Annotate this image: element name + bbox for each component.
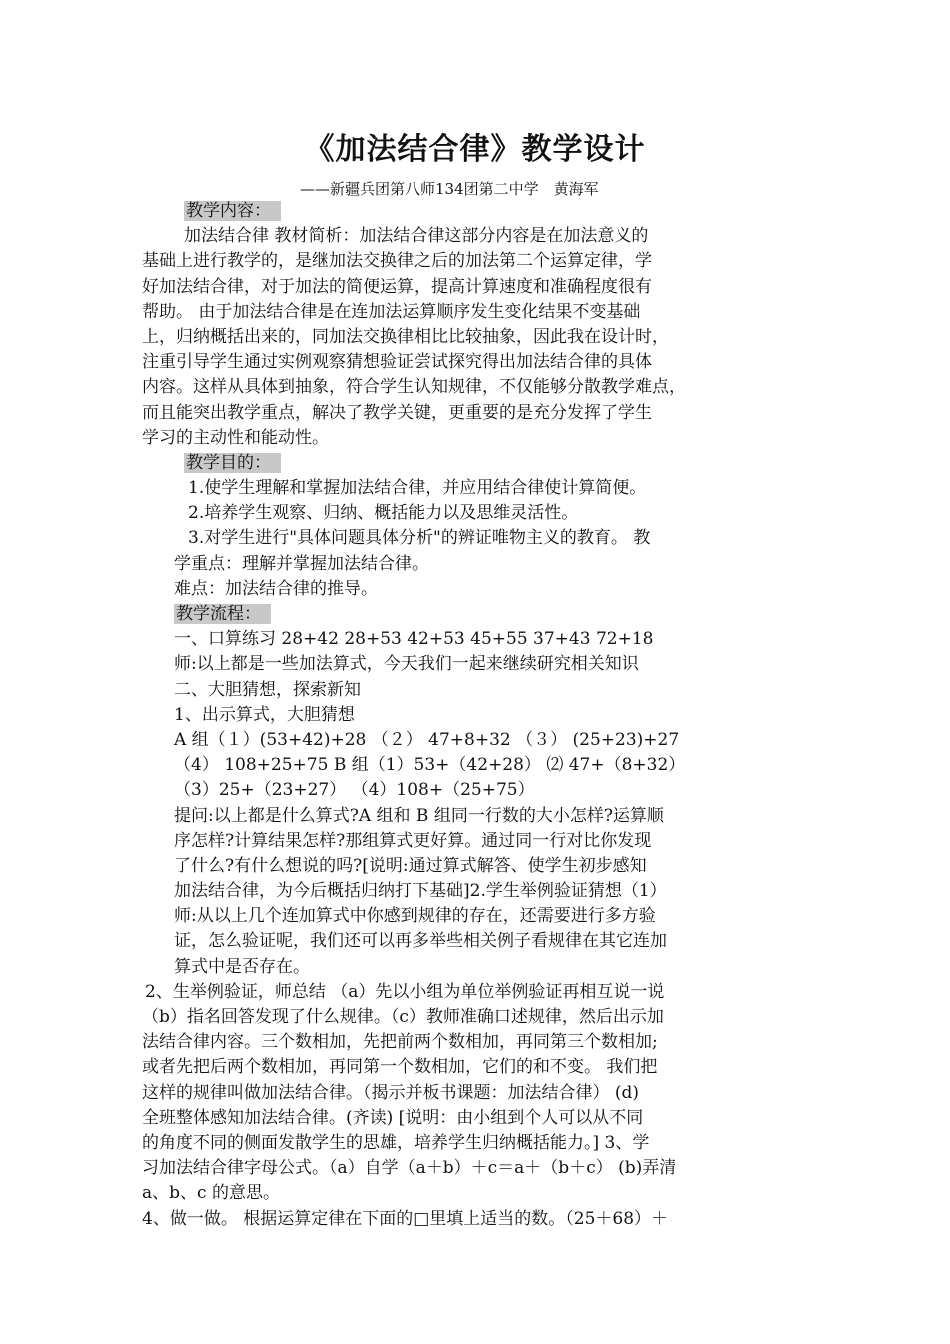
step2-line: 这样的规律叫做加法结合律。（揭示并板书课题：加法结合律） (d) xyxy=(142,1082,640,1103)
step2-line: 的角度不同的侧面发散学生的思雄，培养学生归纳概括能力。] 3、学 xyxy=(142,1132,650,1153)
goal-item: 3.对学生进行"具体问题具体分析"的辨证唯物主义的教育。 教 xyxy=(188,528,651,549)
step2-line: 4、做一做。 根据运算定律在下面的□里填上适当的数。（25＋68）＋ xyxy=(142,1208,669,1229)
flow-line: A 组（１）(53+42)+28 （２） 47+8+32 （３） (25+23)+27 xyxy=(174,729,680,750)
flow-line: 二、大胆猜想，探索新知 xyxy=(174,679,361,700)
goal-item: 学重点：理解并掌握加法结合律。 xyxy=(174,553,429,574)
step2-line: 或者先把后两个数相加，再同第一个数相加，它们的和不变。 我们把 xyxy=(142,1057,658,1078)
flow-line: 1、出示算式，大胆猜想 xyxy=(174,704,355,725)
paragraph-line: 加法结合律 教材简析：加法结合律这部分内容是在加法意义的 xyxy=(184,226,649,247)
document-title: 《加法结合律》教学设计 xyxy=(304,132,646,167)
flow-line: 算式中是否存在。 xyxy=(174,956,310,977)
flow-line: 师:以上都是一些加法算式，今天我们一起来继续研究相关知识 xyxy=(174,654,639,675)
paragraph-line: 好加法结合律，对于加法的简便运算，提高计算速度和准确程度很有 xyxy=(142,276,652,297)
flow-line: 序怎样?计算结果怎样?那组算式更好算。通过同一行对比你发现 xyxy=(174,830,652,851)
goal-item: 1.使学生理解和掌握加法结合律，并应用结合律使计算简便。 xyxy=(188,478,647,499)
flow-line: 证，怎么验证呢，我们还可以再多举些相关例子看规律在其它连加 xyxy=(174,931,667,952)
step2-line: 法结合律内容。三个数相加，先把前两个数相加，再同第三个数相加; xyxy=(142,1032,658,1053)
content-heading-line xyxy=(142,199,822,224)
step2-line: 习加法结合律字母公式。（a）自学（a＋b）＋c＝a＋（b＋c） (b)弄清 xyxy=(142,1158,677,1179)
flow-line: 一、口算练习 28+42 28+53 42+53 45+55 37+43 72+18 xyxy=(174,629,654,650)
flow-line: （4） 108+25+75 B 组（1）53+（42+28） ⑵ 47+（8+32） xyxy=(174,755,686,776)
section-heading-content: 教学内容： xyxy=(184,201,281,221)
flow-line: （3）25+（23+27） （4）108+（25+75） xyxy=(174,780,535,801)
paragraph-line: 学习的主动性和能动性。 xyxy=(142,427,329,448)
document-author-line: ——新疆兵团第八师134团第二中学 黄海军 xyxy=(300,180,599,198)
paragraph-line: 基础上进行教学的，是继加法交换律之后的加法第二个运算定律，学 xyxy=(142,251,652,272)
step2-line: 全班整体感知加法结合律。(齐读) [说明：由小组到个人可以从不同 xyxy=(142,1107,644,1128)
flow-line: 提问:以上都是什么算式?A 组和 B 组同一行数的大小怎样?运算顺 xyxy=(174,805,664,826)
flow-heading-line xyxy=(142,602,822,627)
section-heading-flow: 教学流程： xyxy=(174,604,271,624)
flow-line: 了什么?有什么想说的吗?[说明:通过算式解答、使学生初步感知 xyxy=(174,855,647,876)
flow-line: 加法结合律，为今后概括归纳打下基础]2.学生举例验证猜想（1） xyxy=(174,881,667,902)
paragraph-line: 注重引导学生通过实例观察猜想验证尝试探究得出加法结合律的具体 xyxy=(142,352,652,373)
goals-heading-line xyxy=(142,451,822,476)
paragraph-line: 内容。这样从具体到抽象，符合学生认知规律，不仅能够分散教学难点， xyxy=(142,377,686,398)
document-body xyxy=(142,199,822,1232)
step2-line: a、b、c 的意思。 xyxy=(142,1183,280,1204)
flow-line: 师:从以上几个连加算式中你感到规律的存在，还需要进行多方验 xyxy=(174,906,656,927)
paragraph-line: 上，归纳概括出来的，同加法交换律相比比较抽象，因此我在设计时， xyxy=(142,326,669,347)
section-heading-goals: 教学目的： xyxy=(184,453,281,473)
goal-item: 2.培养学生观察、归纳、概括能力以及思维灵活性。 xyxy=(188,503,579,524)
step2-line: （b）指名回答发现了什么规律。（c）教师准确口述规律，然后出示加 xyxy=(142,1007,664,1027)
step2-line: 2、生举例验证，师总结 （a）先以小组为单位举例验证再相互说一说 xyxy=(145,981,665,1002)
paragraph-line: 帮助。 由于加法结合律是在连加法运算顺序发生变化结果不变基础 xyxy=(142,301,641,322)
paragraph-line: 而且能突出教学重点，解决了教学关键，更重要的是充分发挥了学生 xyxy=(142,402,652,423)
goal-item: 难点：加法结合律的推导。 xyxy=(174,578,378,599)
